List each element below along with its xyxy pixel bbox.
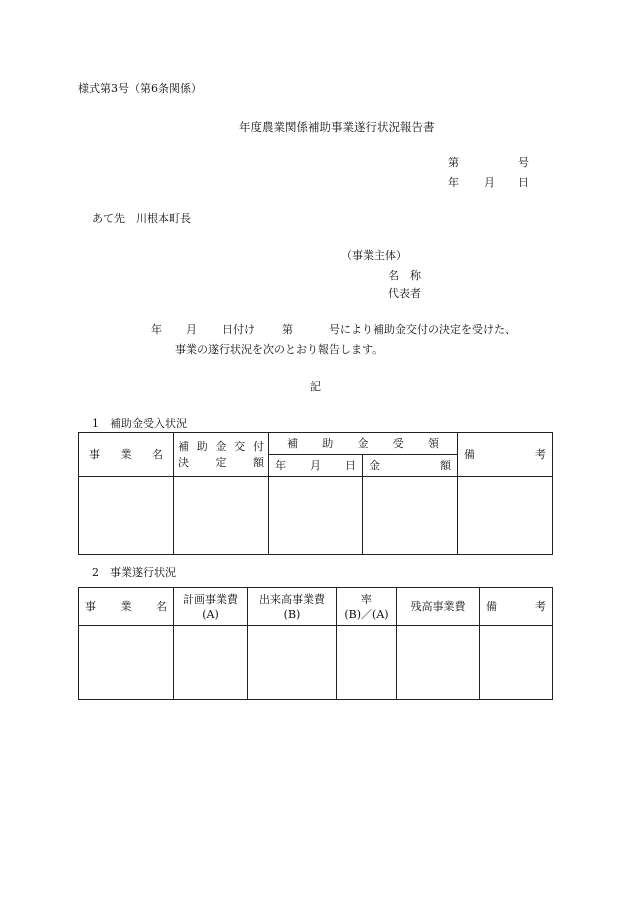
body-text-line2: 事業の遂行状況を次のとおり報告します。 [175,343,384,356]
s2-cell-actual [248,626,337,700]
s1-cell-project [79,477,174,555]
s2-cell-plan [174,626,248,700]
doc-number-prefix: 第 [448,156,459,169]
doc-number-suffix: 号 [518,156,529,169]
body-text-line1: 号により補助金交付の決定を受けた、 [329,323,516,336]
s1-cell-remarks [458,477,553,555]
s1-header-decision: 補 助 金 交 付 決 定 額 [174,433,269,477]
section2-heading: 2 事業遂行状況 [92,566,176,579]
ki-note: 記 [310,380,321,393]
s2-cell-remarks [480,626,553,700]
s2-cell-rate [337,626,397,700]
s2-header-actual: 出来高事業費 (B) [248,588,337,626]
s1-subheader-date: 年 月 日 [269,455,363,477]
body-dated: 日付け [222,323,255,336]
subsidy-receipt-table [78,432,553,555]
s2-header-remarks: 備 考 [480,588,553,626]
s2-header-project: 事 業 名 [79,588,174,626]
s1-header-remarks: 備 考 [458,433,553,477]
s2-header-rate: 率 (B)／(A) [337,588,397,626]
doc-date-year: 年 [448,176,459,189]
s2-cell-project [79,626,174,700]
document-title: 年度農業関係補助事業遂行状況報告書 [239,120,435,134]
s1-cell-decision [174,477,269,555]
doc-date-day: 日 [518,176,529,189]
s1-subheader-amount: 金 額 [363,455,458,477]
body-month: 月 [186,323,197,336]
table-row [79,477,553,555]
addressee: あて先 川根本町長 [92,212,191,225]
project-progress-table [78,587,553,700]
body-number-prefix: 第 [282,323,293,336]
s1-cell-amount [363,477,458,555]
s2-header-remaining: 残高事業費 [397,588,480,626]
table-row [79,626,553,700]
doc-date-month: 月 [484,176,495,189]
s2-cell-remaining [397,626,480,700]
body-year: 年 [151,323,162,336]
s1-cell-date [269,477,363,555]
s1-header-project: 事 業 名 [79,433,174,477]
s1-header-received: 補 助 金 受 領 [269,433,458,455]
entity-name-label: 名 称 [388,269,421,282]
business-entity-label: （事業主体） [341,249,407,262]
section1-heading: 1 補助金受入状況 [92,417,187,430]
s2-header-plan: 計画事業費 (A) [174,588,248,626]
form-number: 様式第3号（第6条関係） [78,82,202,95]
entity-representative-label: 代表者 [388,287,421,300]
